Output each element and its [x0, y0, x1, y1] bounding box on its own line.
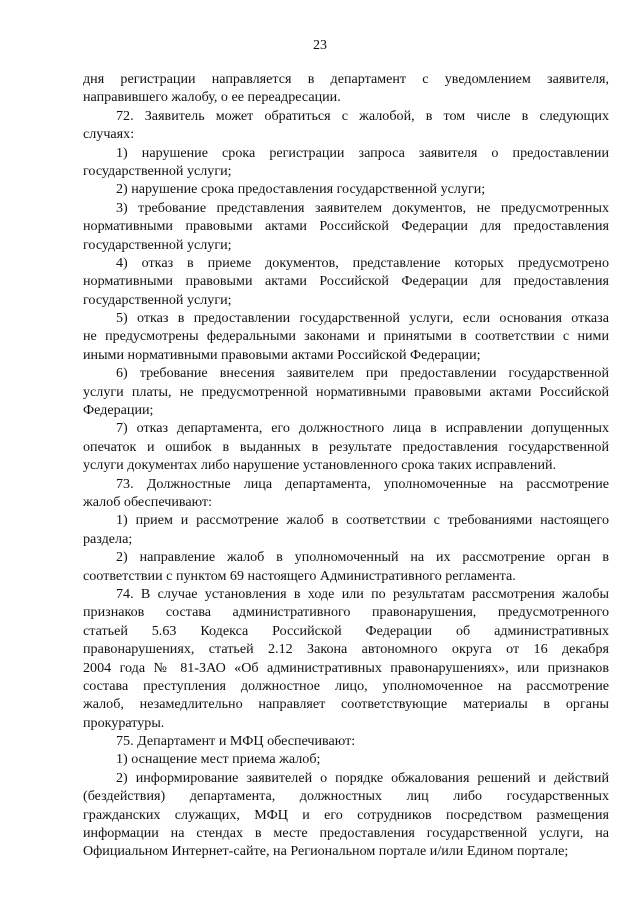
text-line: 72. Заявитель может обратиться с жалобой, в том числе в следующих	[116, 107, 609, 124]
text-line: 7) отказ департамента, его должностного лица в исправлении допущенных	[116, 420, 609, 437]
text-line: раздела;	[83, 530, 133, 547]
text-line: 2004 года № 81-ЗАО «Об административных правонарушениях», или признаков	[83, 659, 609, 676]
text-line: 6) требование внесения заявителем при предоставлении государственной	[116, 365, 609, 382]
document-body	[83, 70, 609, 861]
text-line: случаях:	[83, 126, 135, 143]
text-line: правонарушениях, статьей 2.12 Закона автономного округа от 16 декабря	[83, 641, 609, 658]
text-line: государственной услуги;	[83, 236, 232, 253]
text-line: статьей 5.63 Кодекса Российской Федерации об административных	[83, 622, 609, 639]
text-line: 2) направление жалоб в уполномоченный на их рассмотрение орган в	[116, 549, 609, 566]
text-line: 3) требование представления заявителем документов, не предусмотренных	[116, 199, 609, 216]
text-line: Официальном Интернет-сайте, на Региональном портале и/или Едином портале;	[83, 843, 569, 860]
text-line: дня регистрации направляется в департамент с уведомлением заявителя,	[83, 71, 609, 87]
text-line: Федерации;	[83, 402, 154, 419]
text-line: признаков состава административного правонарушения, предусмотренного	[83, 604, 609, 621]
text-line: 73. Должностные лица департамента, уполномоченные на рассмотрение	[116, 475, 609, 492]
page-number: 23	[313, 38, 327, 53]
text-line: нормативными правовыми актами Российской Федерации для предоставления	[83, 218, 609, 235]
text-line: опечаток и ошибок в выданных в результате предоставления государственной	[83, 438, 609, 455]
text-line: 75. Департамент и МФЦ обеспечивают:	[116, 733, 356, 750]
text-line: 2) информирование заявителей о порядке обжалования решений и действий	[116, 769, 609, 786]
text-line: 5) отказ в предоставлении государственной услуги, если основания отказа	[116, 310, 609, 327]
text-line: 1) прием и рассмотрение жалоб в соответствии с требованиями настоящего	[116, 512, 609, 529]
text-line: 1) нарушение срока регистрации запроса заявителя о предоставлении	[116, 144, 609, 161]
text-line: направившего жалобу, о ее переадресации.	[83, 89, 341, 106]
text-line: иными нормативными правовыми актами Российской Федерации;	[83, 346, 481, 363]
text-line: 74. В случае установления в ходе или по результатам рассмотрения жалобы	[116, 585, 609, 602]
text-line: услуги документах либо нарушение установленного срока таких исправлений.	[83, 457, 557, 474]
text-line: нормативными правовыми актами Российской Федерации для предоставления	[83, 273, 609, 290]
text-line: жалоб, незамедлительно направляет соответствующие материалы в органы	[83, 696, 609, 713]
text-line: соответствии с пунктом 69 настоящего Административного регламента.	[83, 567, 516, 584]
text-line: услуги платы, не предусмотренной нормативными правовыми актами Российской	[83, 383, 609, 400]
text-line: не предусмотрены федеральными законами и принятыми в соответствии с ними	[83, 328, 609, 345]
text-line: состава преступления должностное лицо, уполномоченное на рассмотрение	[83, 677, 609, 694]
text-line: государственной услуги;	[83, 291, 232, 308]
text-line: 2) нарушение срока предоставления государственной услуги;	[116, 181, 486, 198]
text-line: (бездействия) департамента, должностных лиц либо государственных	[83, 788, 609, 805]
text-line: информации на стендах в месте предоставления государственной услуги, на	[83, 825, 609, 842]
text-line: 4) отказ в приеме документов, представление которых предусмотрено	[116, 254, 609, 271]
text-line: прокуратуры.	[83, 714, 165, 731]
text-line: жалоб обеспечивают:	[83, 493, 213, 510]
text-line: государственной услуги;	[83, 162, 232, 179]
text-line: 1) оснащение мест приема жалоб;	[116, 751, 321, 768]
text-line: гражданских служащих, МФЦ и его сотрудников посредством размещения	[83, 806, 609, 823]
